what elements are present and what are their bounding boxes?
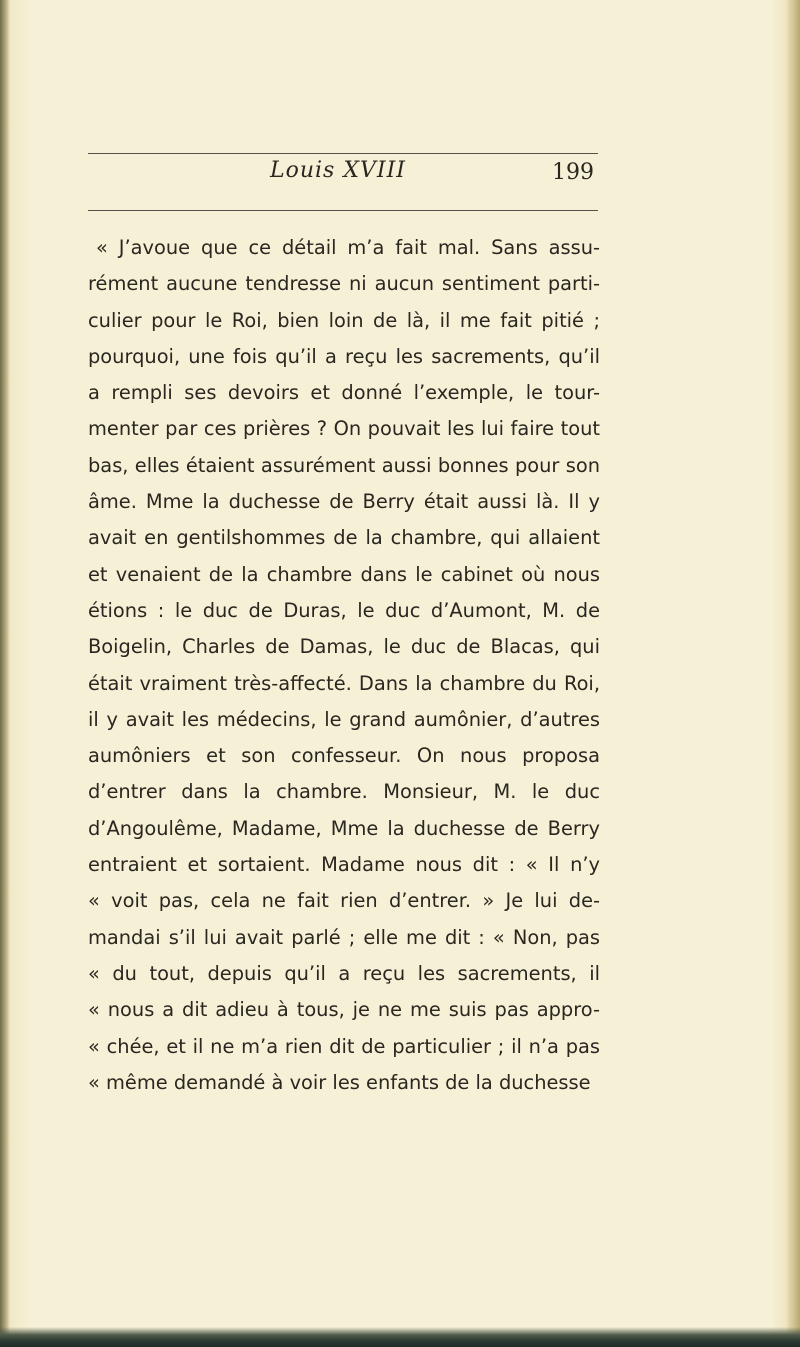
text-line: culier pour le Roi, bien loin de là, il me fait pitié ; [88,308,600,332]
text-line: d’Angoulême, Madame, Mme la duchesse de Berry [88,816,600,840]
page-bottom-edge [0,1327,800,1347]
text-line: aumôniers et son confesseur. On nous proposa [88,744,600,768]
text-line: « voit pas, cela ne fait rien d’entrer. » Je lui de- [88,889,600,913]
text-line: étions : le duc de Duras, le duc d’Aumont, M. de [88,598,600,622]
text-line: il y avait les médecins, le grand aumônier, d’autres [88,707,600,731]
text-line: mandai s’il lui avait parlé ; elle me dit : « Non, pas [88,925,600,949]
text-line: « J’avoue que ce détail m’a fait mal. Sans assu- [96,236,600,259]
text-line: était vraiment très-affecté. Dans la chambre du Roi, [88,671,600,695]
page-binding-left [0,0,10,1347]
text-line: avait en gentilshommes de la chambre, qui allaient [88,526,600,550]
text-line: « même demandé à voir les enfants de la duchesse [88,1070,591,1094]
text-line: a rempli ses devoirs et donné l’exemple, le tour- [88,381,600,405]
text-line: d’entrer dans la chambre. Monsieur, M. le duc [88,780,600,804]
text-line: menter par ces prières ? On pouvait les lui faire tout [88,417,600,441]
page-number: 199 [552,160,594,185]
text-line: « nous a dit adieu à tous, je ne me suis pas appro- [88,998,600,1022]
header-rule-bottom [88,210,598,211]
text-line: « du tout, depuis qu’il a reçu les sacrements, il [88,961,600,985]
text-line: Boigelin, Charles de Damas, le duc de Blacas, qui [88,635,600,659]
text-line: « chée, et il ne m’a rien dit de particulier ; il n’a pas [88,1034,600,1058]
text-line: rément aucune tendresse ni aucun sentiment parti- [88,272,600,296]
body-text [88,230,600,1101]
text-line: pourquoi, une fois qu’il a reçu les sacrements, qu’il [88,344,600,368]
running-title: Louis XVIII [270,158,406,183]
text-line: et venaient de la chambre dans le cabinet où nous [88,562,600,586]
page-edge-right [786,0,800,1347]
text-line: bas, elles étaient assurément aussi bonnes pour son [88,453,600,477]
text-line: entraient et sortaient. Madame nous dit : « Il n’y [88,853,600,877]
header-rule-top [88,153,598,154]
text-line: âme. Mme la duchesse de Berry était aussi là. Il y [88,490,600,514]
